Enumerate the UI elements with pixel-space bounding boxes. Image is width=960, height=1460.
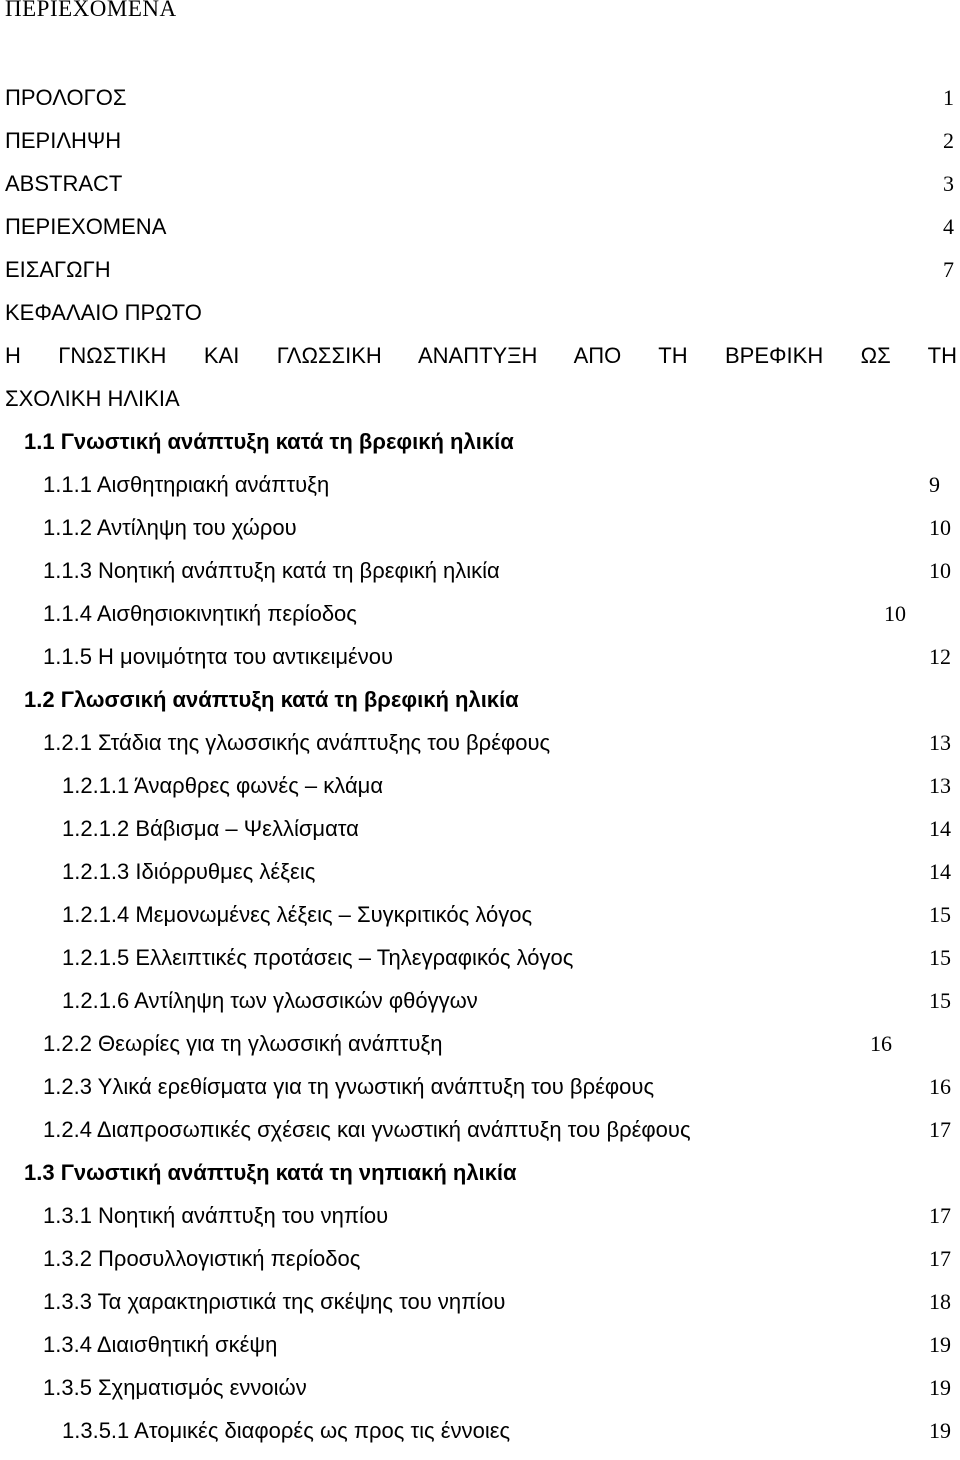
toc-entry-page: 10 xyxy=(929,558,951,583)
toc-entry-label: 1.2.2 Θεωρίες για τη γλωσσική ανάπτυξη xyxy=(43,1031,443,1056)
toc-entry[interactable] xyxy=(0,988,960,1020)
toc-entry-page: 19 xyxy=(929,1332,951,1357)
toc-entry[interactable] xyxy=(0,816,960,848)
toc-section-heading[interactable] xyxy=(0,687,960,719)
toc-entry[interactable] xyxy=(0,1117,960,1149)
toc-entry-label: Η ΓΝΩΣΤΙΚΗ ΚΑΙ ΓΛΩΣΣΙΚΗ ΑΝΑΠΤΥΞΗ ΑΠΟ ΤΗ ΒΡΕΦΙΚΗ ΩΣ ΤΗ xyxy=(5,343,957,368)
toc-entry-page: 16 xyxy=(929,1074,951,1099)
toc-entry[interactable] xyxy=(0,945,960,977)
toc-entry-page: 1 xyxy=(943,85,954,110)
toc-entry-label: 1.3 Γνωστική ανάπτυξη κατά τη νηπιακή ηλικία xyxy=(24,1160,517,1185)
toc-entry-label: 1.2.3 Υλικά ερεθίσματα για τη γνωστική ανάπτυξη του βρέφους xyxy=(43,1074,655,1099)
toc-entry[interactable] xyxy=(0,1418,960,1450)
toc-entry[interactable] xyxy=(0,171,960,203)
toc-entry-page: 15 xyxy=(929,945,951,970)
toc-entry-page: 16 xyxy=(870,1031,892,1056)
toc-entry-page: 18 xyxy=(929,1289,951,1314)
toc-entry-page: 17 xyxy=(929,1117,951,1142)
toc-entry-label: 1.2.1.5 Ελλειπτικές προτάσεις – Τηλεγραφικός λόγος xyxy=(62,945,574,970)
toc-entry-label: ΠΕΡΙΛΗΨΗ xyxy=(5,128,122,153)
toc-entry-label: 1.1.1 Αισθητηριακή ανάπτυξη xyxy=(43,472,330,497)
toc-entry-page: 9 xyxy=(929,472,940,497)
toc-entry[interactable] xyxy=(0,515,960,547)
toc-entry[interactable] xyxy=(0,902,960,934)
toc-entry-page: 17 xyxy=(929,1203,951,1228)
toc-entry-label: 1.2.1.6 Αντίληψη των γλωσσικών φθόγγων xyxy=(62,988,478,1013)
toc-entry-page: 3 xyxy=(943,171,954,196)
toc-entry-label: ΠΡΟΛΟΓΟΣ xyxy=(5,85,127,110)
toc-entry-label: 1.2.1.4 Μεμονωμένες λέξεις – Συγκριτικός λόγος xyxy=(62,902,533,927)
toc-entry[interactable] xyxy=(0,1332,960,1364)
toc-entry-label: ΣΧΟΛΙΚΗ ΗΛΙΚΙΑ xyxy=(5,386,180,411)
toc-entry-page: 13 xyxy=(929,730,951,755)
page-title: ΠΕΡΙΕΧΟΜΕΝΑ xyxy=(5,0,177,21)
toc-entry-label: 1.3.1 Νοητική ανάπτυξη του νηπίου xyxy=(43,1203,389,1228)
toc-entry-page: 4 xyxy=(943,214,954,239)
toc-entry-page: 13 xyxy=(929,773,951,798)
toc-entry-label: 1.1.4 Αισθησιοκινητική περίοδος xyxy=(43,601,357,626)
toc-entry-label: 1.2.1.2 Βάβισμα – Ψελλίσματα xyxy=(62,816,359,841)
toc-entry-page: 15 xyxy=(929,902,951,927)
toc-chapter-title xyxy=(0,343,960,375)
toc-entry-page: 12 xyxy=(929,644,951,669)
toc-entry[interactable] xyxy=(0,1246,960,1278)
toc-entry-label: 1.3.4 Διαισθητική σκέψη xyxy=(43,1332,278,1357)
toc-entry-page: 10 xyxy=(884,601,906,626)
toc-section-heading[interactable] xyxy=(0,429,960,461)
toc-entry[interactable] xyxy=(0,730,960,762)
toc-entry-label: ΕΙΣΑΓΩΓΗ xyxy=(5,257,111,282)
toc-entry[interactable] xyxy=(0,1203,960,1235)
toc-entry-page: 17 xyxy=(929,1246,951,1271)
toc-entry[interactable] xyxy=(0,128,960,160)
toc-entry-label: 1.2 Γλωσσική ανάπτυξη κατά τη βρεφική ηλικία xyxy=(24,687,519,712)
toc-entry-page: 19 xyxy=(929,1418,951,1443)
toc-entry[interactable] xyxy=(0,601,960,633)
toc-entry-label: 1.1.5 Η μονιμότητα του αντικειμένου xyxy=(43,644,394,669)
toc-entry-label: 1.1.3 Νοητική ανάπτυξη κατά τη βρεφική ηλικία xyxy=(43,558,500,583)
toc-entry-label: ΚΕΦΑΛΑΙΟ ΠΡΩΤΟ xyxy=(5,300,202,325)
toc-entry-label: ABSTRACT xyxy=(5,171,123,196)
toc-chapter-title xyxy=(0,386,960,418)
toc-entry[interactable] xyxy=(0,1074,960,1106)
toc-entry-page: 14 xyxy=(929,816,951,841)
toc-entry-label: 1.2.4 Διαπροσωπικές σχέσεις και γνωστική ανάπτυξη του βρέφους xyxy=(43,1117,691,1142)
toc-entry[interactable] xyxy=(0,85,960,117)
toc-entry-page: 14 xyxy=(929,859,951,884)
toc-entry-page: 7 xyxy=(943,257,954,282)
toc-entry-page: 2 xyxy=(943,128,954,153)
toc-entry[interactable] xyxy=(0,1375,960,1407)
toc-chapter-heading xyxy=(0,300,960,332)
toc-entry[interactable] xyxy=(0,472,960,504)
toc-section-heading[interactable] xyxy=(0,1160,960,1192)
toc-entry-label: ΠΕΡΙΕΧΟΜΕΝΑ xyxy=(5,214,167,239)
toc-entry[interactable] xyxy=(0,214,960,246)
toc-entry-label: 1.3.3 Τα χαρακτηριστικά της σκέψης του νηπίου xyxy=(43,1289,506,1314)
toc-entry-page: 19 xyxy=(929,1375,951,1400)
toc-entry[interactable] xyxy=(0,773,960,805)
toc-entry-label: 1.2.1.3 Ιδιόρρυθμες λέξεις xyxy=(62,859,316,884)
toc-entry[interactable] xyxy=(0,1031,960,1063)
toc-entry[interactable] xyxy=(0,558,960,590)
toc-entry-page: 10 xyxy=(929,515,951,540)
toc-entry-label: 1.3.5 Σχηματισμός εννοιών xyxy=(43,1375,307,1400)
toc-entry[interactable] xyxy=(0,257,960,289)
toc-entry-label: 1.1.2 Αντίληψη του χώρου xyxy=(43,515,297,540)
toc-entry-label: 1.3.2 Προσυλλογιστική περίοδος xyxy=(43,1246,361,1271)
toc-entry[interactable] xyxy=(0,859,960,891)
toc-entry-page: 15 xyxy=(929,988,951,1013)
toc-entry-label: 1.3.5.1 Ατομικές διαφορές ως προς τις έννοιες xyxy=(62,1418,511,1443)
toc-entry-label: 1.2.1 Στάδια της γλωσσικής ανάπτυξης του βρέφους xyxy=(43,730,551,755)
toc-entry[interactable] xyxy=(0,644,960,676)
toc-entry[interactable] xyxy=(0,1289,960,1321)
toc-entry-label: 1.1 Γνωστική ανάπτυξη κατά τη βρεφική ηλικία xyxy=(24,429,514,454)
toc-entry-label: 1.2.1.1 Άναρθρες φωνές – κλάμα xyxy=(62,773,384,798)
